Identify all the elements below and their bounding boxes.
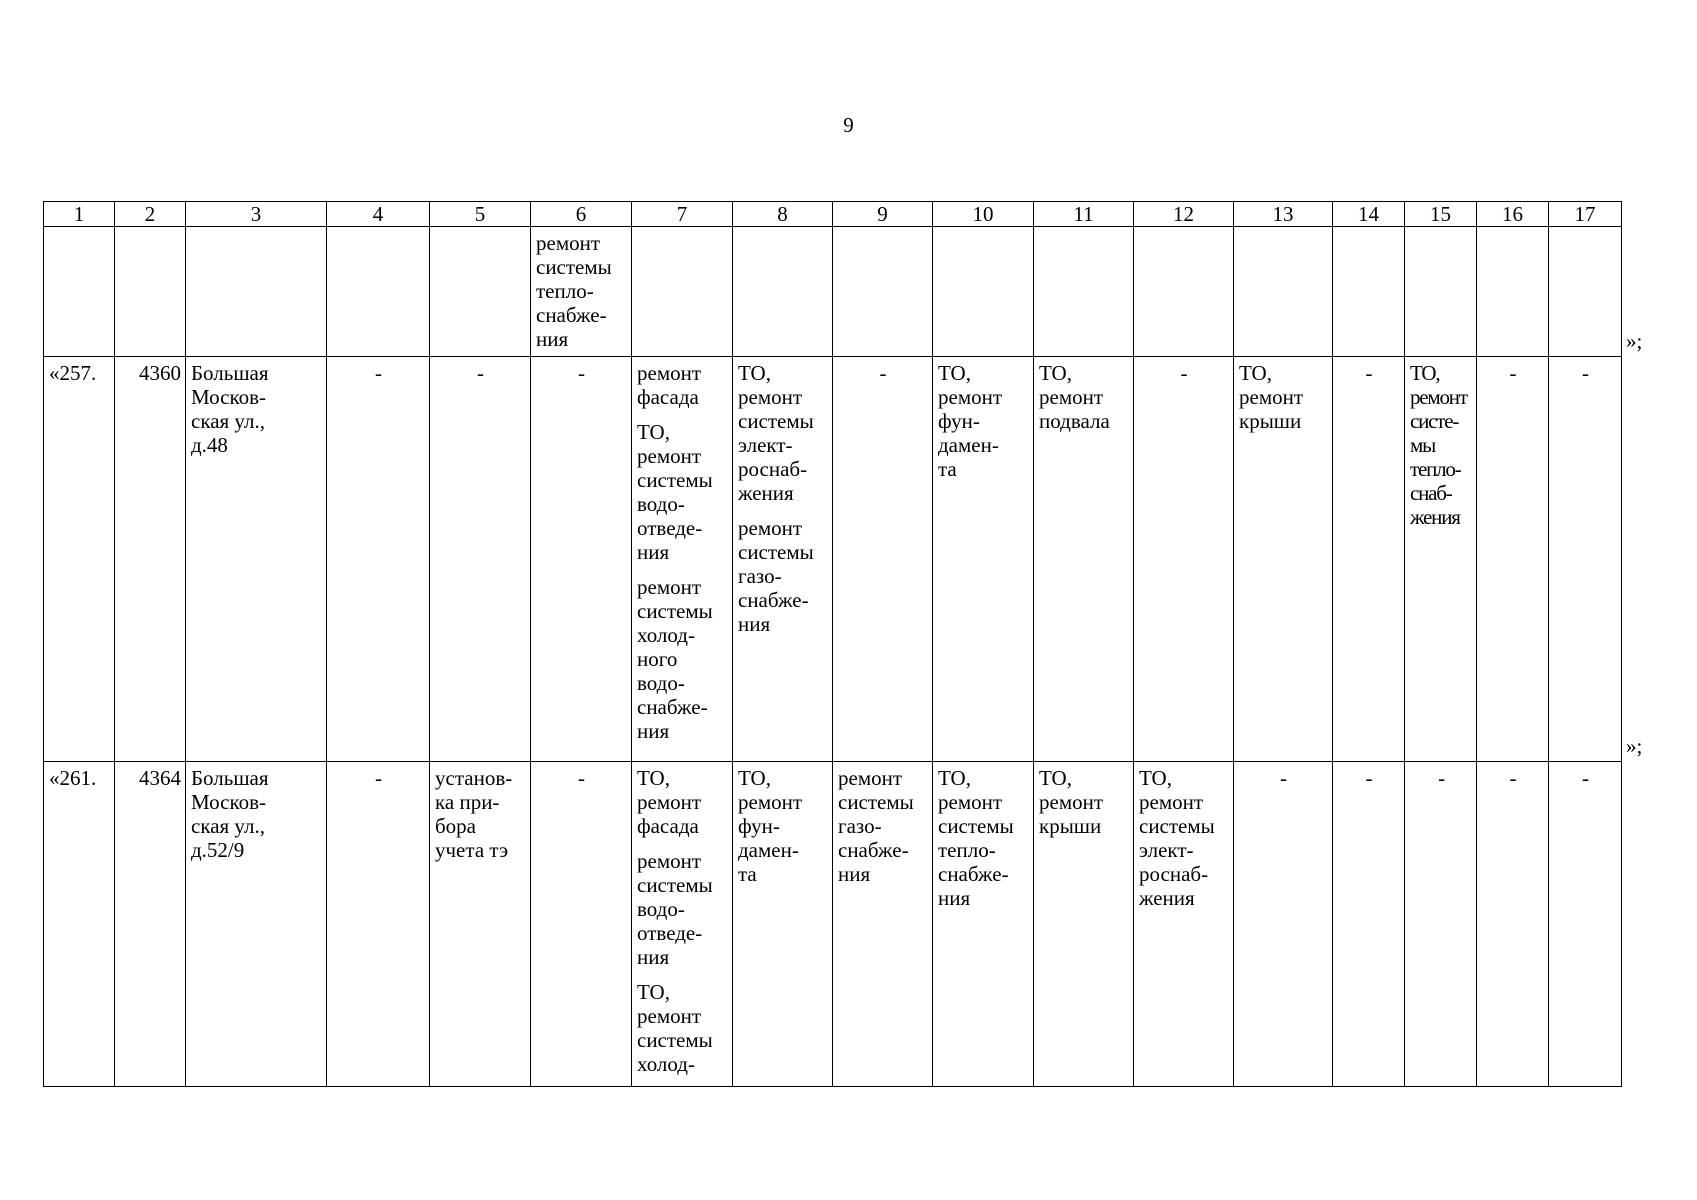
table-cell-col-6 [531,762,632,1087]
cell-text: ТО, ремонт системы холод- [637,980,713,1076]
table-cell-col-14 [1333,227,1405,357]
cell-text: ремонт системы газо- снабже- ния [738,516,814,636]
cell-text: 4364 [139,766,181,790]
table-cell-col-8 [733,762,833,1087]
column-header-8: 8 [733,202,833,227]
column-header-3: 3 [186,202,327,227]
cell-text: - [879,361,887,385]
column-header-14: 14 [1333,202,1405,227]
table-cell-col-11 [1034,357,1134,762]
cell-text: ТО, ремонт системы элект- роснаб- жения [738,361,814,505]
cell-text: - [1280,766,1287,790]
table-cell-col-7 [632,762,733,1087]
cell-text: ремонт системы холод- ного водо- снабже- ния [637,575,713,743]
table-cell-col-5 [430,357,531,762]
table-cell-col-13 [1234,227,1333,357]
table-cell-col-15 [1405,227,1477,357]
table-cell-col-1 [44,762,115,1087]
table-cell-col-16 [1477,227,1549,357]
cell-text: ТО, ремонт системы элект- роснаб- жения [1139,766,1215,910]
table-cell-col-2 [115,227,186,357]
table-cell-col-17 [1549,762,1622,1087]
cell-text: ТО, ремонт крыши [1239,361,1304,433]
column-header-10: 10 [933,202,1034,227]
table-cell-col-5 [430,227,531,357]
table-cell-col-11 [1034,227,1134,357]
table-cell-col-11 [1034,762,1134,1087]
column-header-16: 16 [1477,202,1549,227]
cell-text: - [375,361,382,385]
table-cell-col-12 [1134,357,1234,762]
column-header-17: 17 [1549,202,1622,227]
table-cell-col-2 [115,762,186,1087]
column-header-5: 5 [430,202,531,227]
column-header-13: 13 [1234,202,1333,227]
table-cell-col-14 [1333,357,1405,762]
table-cell-col-15 [1405,357,1477,762]
cell-text: ремонт фасада [637,361,702,409]
table-cell-col-1 [44,357,115,762]
cell-text: - [1365,361,1373,385]
column-header-11: 11 [1034,202,1134,227]
table-cell-col-16 [1477,762,1549,1087]
table-cell-col-13 [1234,357,1333,762]
table-cell-col-12 [1134,227,1234,357]
column-header-15: 15 [1405,202,1477,227]
table-cell-col-7 [632,357,733,762]
table-cell-col-1 [44,227,115,357]
cell-text: - [1509,766,1517,790]
table-cell-col-16 [1477,357,1549,762]
column-header-7: 7 [632,202,733,227]
table-cell-col-6 [531,227,632,357]
table-cell-col-10 [933,762,1034,1087]
table-cell-col-3 [186,227,327,357]
cell-text: «257. [49,361,97,385]
table-cell-col-8 [733,227,833,357]
cell-text: - [578,361,585,385]
table-cell-col-3 [186,357,327,762]
table-cell-col-9 [833,357,933,762]
cell-text: ТО, ремонт системы водо- отведе- ния [637,420,713,564]
cell-text: ТО, ремонт фасада [637,766,702,838]
table-cell-col-4 [327,227,430,357]
cell-text: ТО, ремонт крыши [1039,766,1104,838]
table-cell-col-12 [1134,762,1234,1087]
cell-text: ТО, ремонт фун- дамен- та [738,766,803,886]
column-header-2: 2 [115,202,186,227]
column-number-header-row [44,202,1622,227]
cell-text: - [1509,361,1517,385]
cell-text: - [375,766,382,790]
cell-text: Большая Москов- ская ул., д.48 [191,361,269,457]
cell-text: ремонт системы водо- отведе- ния [637,849,713,969]
table-cell-col-10 [933,227,1034,357]
table-cell-col-5 [430,762,531,1087]
column-header-12: 12 [1134,202,1234,227]
cell-text: - [1582,766,1589,790]
cell-text: установ- ка при- бора учета тэ [435,766,513,862]
column-header-9: 9 [833,202,933,227]
column-header-1: 1 [44,202,115,227]
cell-text: - [1180,361,1188,385]
page-number: 9 [843,113,854,137]
repair-schedule-table [43,201,1622,1087]
table-cell-col-17 [1549,227,1622,357]
table-row-257 [44,357,1622,762]
cell-text: - [1365,766,1373,790]
row-end-quote-257: »; [1626,733,1643,758]
cell-text: 4360 [139,361,181,385]
table-cell-col-15 [1405,762,1477,1087]
table-cell-col-10 [933,357,1034,762]
column-header-6: 6 [531,202,632,227]
cell-text: - [477,361,484,385]
table-cell-col-3 [186,762,327,1087]
table-cell-col-6 [531,357,632,762]
table-cell-col-9 [833,762,933,1087]
table-cell-col-4 [327,762,430,1087]
table-cell-col-2 [115,357,186,762]
table-row-261 [44,762,1622,1087]
cell-text: ТО, ремонт систе- мы тепло- снаб- жения [1410,361,1467,529]
cell-text: ремонт системы тепло- снабже- ния [536,231,612,351]
table-cell-col-7 [632,227,733,357]
cell-text: - [1438,766,1444,790]
cell-text: - [1582,361,1589,385]
table-cell-col-8 [733,357,833,762]
row-end-quote-cont: »; [1626,328,1643,353]
table-cell-col-17 [1549,357,1622,762]
column-header-4: 4 [327,202,430,227]
table-cell-col-14 [1333,762,1405,1087]
cell-text: ТО, ремонт системы тепло- снабже- ния [938,766,1014,910]
cell-text: «261. [49,766,97,790]
cell-text: ремонт системы газо- снабже- ния [838,766,914,886]
table-cell-col-13 [1234,762,1333,1087]
table-row-cont [44,227,1622,357]
cell-text: ТО, ремонт фун- дамен- та [938,361,1003,481]
table-cell-col-4 [327,357,430,762]
cell-text: - [578,766,585,790]
cell-text: ТО, ремонт подвала [1039,361,1110,433]
cell-text: Большая Москов- ская ул., д.52/9 [191,766,269,862]
table-cell-col-9 [833,227,933,357]
